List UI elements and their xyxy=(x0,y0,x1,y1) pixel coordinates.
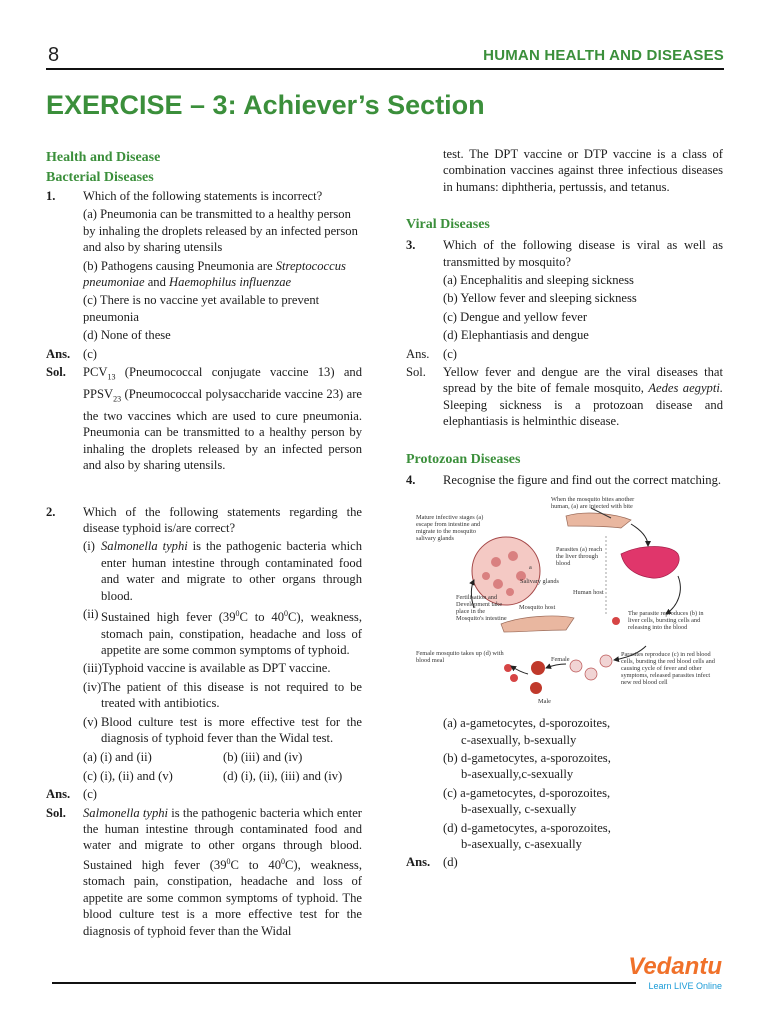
malaria-life-cycle-figure xyxy=(416,496,716,711)
solution-text: Sleeping sickness is a protozoan disease and elephantiasis is helminthic disease. xyxy=(443,397,723,429)
option-line: (d) d-gametocytes, a-sporozoites, xyxy=(443,820,611,835)
question-text: Recognise the figure and find out the correct matching. xyxy=(443,472,722,487)
solution-2-continued: test. The DPT vaccine or DTP vaccine is a class of combination vaccines against three infectious diseases in humans: diphtheria, pertussis, and tetanus. xyxy=(443,147,723,194)
solution-label: Sol. xyxy=(406,365,426,380)
statement-iv: (iv)The patient of this disease is not required to be treated with antibiotics. xyxy=(83,679,362,711)
statement-text: C), weakness, stomach pain, constipation, headache and loss of appetite are some common symptoms of typhoid. xyxy=(101,610,362,657)
superscript: 0 xyxy=(284,608,288,618)
question-number: 3. xyxy=(406,238,416,253)
figure-label: Mature infective stages (a) escape from intestine and migrate to the mosquito salivary glands xyxy=(416,514,484,543)
option-line: b-asexually, c-sexually xyxy=(461,802,577,817)
answer-2 xyxy=(46,786,362,802)
solution-text: (Pneumococcal polysaccharide vaccine 23) are the two vaccines which are used to cure pneumonia. Pneumonia can be transmitted to a healthy person by inhaling the droplets released by an infected person and also by sharing utensils. xyxy=(83,386,362,473)
solution-label: Sol. xyxy=(46,805,66,820)
brand-tagline: Learn LIVE Online xyxy=(648,981,722,991)
pathogen-name: Streptococcus pneumoniae xyxy=(83,258,346,290)
answer-value: (c) xyxy=(83,346,97,361)
species-name: Aedes aegypti. xyxy=(648,381,723,396)
question-text: Which of the following statements regarding the disease typhoid is/are correct? xyxy=(83,504,362,535)
subscript: 13 xyxy=(107,372,116,382)
answer-3 xyxy=(406,346,723,362)
statement-text: C to 40 xyxy=(239,610,284,625)
figure-label: Human host xyxy=(573,589,604,597)
choice-c: (c) (i), (ii) and (v) xyxy=(83,768,173,783)
solution-text: C), weakness, stomach pain, constipation, headache and loss of appetite are some common symptoms of typhoid. The blood culture test is a more effective test for the diagnosis of typhoid fever than the Widal xyxy=(83,858,362,938)
solution-text: is the pathogenic bacteria which enter the human intestine through contaminated food and water and migrate to other organs through blood. Sustained high fever (39 xyxy=(83,805,362,873)
subsection-heading: Protozoan Diseases xyxy=(406,451,521,467)
statement-number: (v) xyxy=(83,714,98,729)
question-number: 2. xyxy=(46,504,56,519)
question-1 xyxy=(46,188,362,344)
statement-iii: (iii)Typhoid vaccine is available as DPT vaccine. xyxy=(83,661,331,676)
pathogen-name: Salmonella typhi xyxy=(101,539,188,554)
exercise-title: EXERCISE – 3: Achiever’s Section xyxy=(46,90,485,120)
solution-label: Sol. xyxy=(46,365,66,380)
option-line: b-asexually,c-sexually xyxy=(461,767,574,782)
subsection-heading: Viral Diseases xyxy=(406,217,490,233)
question-4 xyxy=(406,472,723,488)
statement-ii xyxy=(83,606,362,658)
answer-value: (d) xyxy=(443,855,458,870)
option-b-joiner: and xyxy=(144,275,170,290)
question-number: 4. xyxy=(406,472,416,487)
option-line: (a) a-gametocytes, d-sporozoites, xyxy=(443,716,611,731)
question-2 xyxy=(46,504,362,747)
figure-label: a xyxy=(529,564,532,572)
solution-text: PCV xyxy=(83,365,108,380)
statement-text: is the pathogenic bacteria which enter human intestine through contaminated food and water and migrate to other organs through blood. xyxy=(101,539,362,603)
figure-label: Female xyxy=(551,656,570,664)
pathogen-name: Salmonella typhi xyxy=(83,805,169,820)
option-b: (b) Yellow fever and sleeping sickness xyxy=(443,291,637,306)
choice-a: (a) (i) and (ii) xyxy=(83,750,152,765)
statement-v xyxy=(83,714,362,747)
pathogen-name: Haemophilus influenzae xyxy=(169,275,292,290)
option-c: (c) Dengue and yellow fever xyxy=(443,309,588,324)
figure-label: When the mosquito bites another human, (a) are injected with bite xyxy=(551,496,635,511)
answer-value: (c) xyxy=(83,787,97,802)
option-a: (a) Encephalitis and sleeping sickness xyxy=(443,273,634,288)
right-column xyxy=(406,146,723,871)
option-b xyxy=(406,750,723,783)
option-line: b-asexually, c-asexually xyxy=(461,836,582,851)
choice-b: (b) (iii) and (iv) xyxy=(223,750,303,765)
option-c xyxy=(406,785,723,818)
statement-number: (i) xyxy=(83,539,95,554)
statement-text: Blood culture test is more effective test for the diagnosis of typhoid fever than the Widal test. xyxy=(101,714,362,745)
option-a: (a) Pneumonia can be transmitted to a healthy person by inhaling the droplets released by an infected person and also by sharing utensils xyxy=(83,207,358,255)
left-column xyxy=(46,148,362,939)
question-text: Which of the following statements is incorrect? xyxy=(83,189,323,203)
statement-number: (ii) xyxy=(83,606,99,621)
option-b-text: (b) Pathogens causing Pneumonia are xyxy=(83,258,276,273)
answer-value: (c) xyxy=(443,346,457,361)
answer-label: Ans. xyxy=(406,346,430,361)
statement-text: Sustained high fever (39 xyxy=(101,610,236,625)
solution-2 xyxy=(46,805,362,939)
figure-label: Female mosquito takes up (d) with blood meal xyxy=(416,650,504,665)
option-d xyxy=(406,820,723,853)
superscript: 0 xyxy=(226,856,231,866)
question-text: Which of the following disease is viral as well as transmitted by mosquito? xyxy=(443,238,723,269)
statement-i xyxy=(83,538,362,604)
superscript: 0 xyxy=(235,608,240,618)
brand-name: Vedantu xyxy=(628,953,722,980)
figure-label: Male xyxy=(538,698,551,706)
subscript: 23 xyxy=(113,394,122,404)
option-d: (d) None of these xyxy=(83,328,171,343)
option-a xyxy=(406,715,723,748)
figure-label: The parasite reproduces (b) in liver cells, bursting cells and releasing into the blood xyxy=(628,610,704,632)
solution-3 xyxy=(406,364,723,430)
answer-choices xyxy=(83,749,362,784)
footer-divider xyxy=(52,982,636,984)
answer-label: Ans. xyxy=(46,787,71,802)
solution-1 xyxy=(46,364,362,473)
option-line: (c) a-gametocytes, d-sporozoites, xyxy=(443,785,611,800)
section-heading: Health and Disease xyxy=(46,150,161,165)
header-divider xyxy=(46,68,724,70)
question-number: 1. xyxy=(46,189,56,203)
choice-d: (d) (i), (ii), (iii) and (iv) xyxy=(223,768,343,783)
answer-label: Ans. xyxy=(406,855,431,870)
answer-1 xyxy=(46,346,362,362)
solution-text: (Pneumococcal conjugate vaccine 13) and PPSV xyxy=(83,365,362,401)
question-3 xyxy=(406,237,723,343)
figure-label: Parasites reproduce (c) in red blood cells, bursting the red blood cells and causing cycle of fever and other symptoms, released parasites infect new red blood cell xyxy=(621,651,715,687)
brand-logo xyxy=(628,954,722,991)
option-d: (d) Elephantiasis and dengue xyxy=(443,328,589,343)
answer-4 xyxy=(406,854,723,870)
solution-text: C to 40 xyxy=(230,858,281,873)
option-c: (c) There is no vaccine yet available to prevent pneumonia xyxy=(83,293,320,324)
chapter-title: HUMAN HEALTH AND DISEASES xyxy=(483,47,724,64)
figure-label: Salivary glands xyxy=(520,578,559,586)
solution-text: Yellow fever and dengue are the viral diseases that spread by the bite of female mosquito, xyxy=(443,365,723,396)
option-line: c-asexually, b-sexually xyxy=(461,732,577,747)
superscript: 0 xyxy=(281,856,285,866)
page-number: 8 xyxy=(48,44,60,66)
option-line: (b) d-gametocytes, a-sporozoites, xyxy=(443,750,611,765)
option-b xyxy=(83,258,362,291)
subsection-heading: Bacterial Diseases xyxy=(46,170,154,185)
figure-label: Parasites (a) reach the liver through blood xyxy=(556,546,603,568)
figure-label: Mosquito host xyxy=(519,604,556,612)
answer-label: Ans. xyxy=(46,346,71,361)
figure-label: Fertilisation and Development take place in the Mosquito's intestine xyxy=(456,594,507,623)
